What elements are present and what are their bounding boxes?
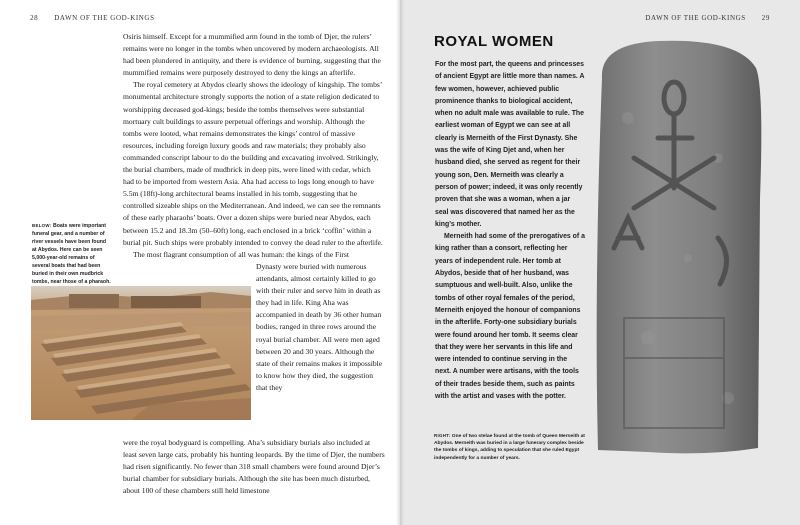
paragraph: Merneith had some of the prerogatives of a king rather than a consort, reflecting her years of independent rule. Her tomb at Abydos, beside that of her husband, was sumptuous and well-built. Also, unlike the tombs of other royal females of the period, Merneith enjoyed the honour of companions in the afterlife. Forty-one subsidiary burials were found around her tomb. It seems clear that they were her servants in this life and were intended to continue serving in the next. A number were artisans, with the tools of their trades beside them, such as paints with the artist and vases with the potter. (435, 233, 585, 401)
caption-tag-right: RIGHT: (434, 433, 451, 438)
paragraph: The royal cemetery at Abydos clearly shows the ideology of kingship. The tombs’ monumental architecture strongly supports the notion of a state religion dedicated to worshipping deceased god-kings; beside the tombs themselves were substantial mortuary cult buildings to assure perpetual offerings and worship. Although the tombs were looted, what remains demonstrates the kings’ control of massive resources, including foreign luxury goods and raw materials; they probably also commanded conscript labour to do the building and excavating involved. Strikingly, the burial chambers, made of mudbrick in deep pits, were lined with cedar, which had to be imported from western Asia. Aha had access to logs long enough to have 5.5m (18ft)-long architectural beams installed in his tomb, suggesting that he controlled sizeable ships on the Mediterranean. And indeed, we can see the remnants of these early pharaohs’ boats. Over a dozen ships were buried near Abydos, each between 15.2 and 18.3m (50–60ft) long, each enclosed in a brick ‘coffin’ within a burial pit. Such ships were probably intended to convey the dead ruler to the afterlife. (123, 80, 383, 247)
desert-excavation-image (31, 286, 251, 420)
running-head-right (645, 14, 770, 22)
caption-tag-left: BELOW: (32, 223, 52, 228)
running-head-title-left: DAWN OF THE GOD-KINGS (54, 14, 155, 22)
stele-illustration (588, 38, 770, 458)
body-text-wrap (256, 261, 384, 394)
caption-text-left: Boats were important funeral gear, and a number of river vessels have been found at Abydos. Here can be seen 5,000-year-old remains of several boats that had been buried in their own mudbrick tombs, near those of a pharaoh. (32, 223, 111, 285)
photo-caption-left (32, 222, 112, 286)
body-text-top (123, 31, 383, 261)
paragraph: The most flagrant consumption of all was human: the kings of the First (133, 249, 349, 259)
paragraph: Dynasty were buried with numerous attendants, almost certainly killed to go with their ruler and serve him in death as they had in life. King Aha was accompanied in death by 36 other human bodies, ranged in three rows around the royal burial chamber. All were men aged between 20 and 30 years. Although the state of their remains makes it impossible to know how they died, the suggestion that they (256, 262, 383, 392)
sidebar-text (435, 59, 585, 403)
page-number-right: 29 (761, 14, 770, 22)
paragraph: Osiris himself. Except for a mummified arm found in the tomb of Djer, the rulers’ remains were no longer in the tombs when uncovered by modern archaeologists. All had been plundered in antiquity, and there is evidence of burning, suggesting that the mummified remains were purposely destroyed to deny the kings an afterlife. (123, 32, 381, 78)
page-number-left: 28 (30, 14, 39, 22)
running-head-left (30, 14, 155, 22)
caption-text-right: One of two stelae found at the tomb of Queen Merneith at Abydos. Merneith was buried in a large funerary complex beside the tombs of kings, adding to speculation that she ruled Egypt independently for a number of years. (434, 434, 585, 461)
book-gutter (396, 0, 404, 525)
photo-caption-right (434, 432, 592, 462)
merneith-stele-image (588, 38, 770, 458)
paragraph: were the royal bodyguard is compelling. Aha’s subsidiary burials also included at least seven large cats, probably his hunting leopards. By the time of Djer, the numbers had risen significantly. No fewer than 318 small chambers were found around Djer’s burial chamber for subsidiary burials. Although the site has been much disturbed, about 100 of these chambers still held limestone (123, 438, 385, 496)
body-text-bottom (123, 437, 385, 497)
sidebar-heading: ROYAL WOMEN (434, 33, 554, 50)
running-head-title-right: DAWN OF THE GOD-KINGS (645, 14, 746, 22)
abydos-boat-pits-photo (31, 286, 251, 420)
paragraph: For the most part, the queens and princesses of ancient Egypt are little more than names. A few women, however, achieved public prominence thanks to biological accident, when no adult male was available to rule. The earliest woman of Egypt we can see at all clearly is Merneith of the First Dynasty. She was the wife of King Djet and, when her husband died, she served as regent for their young son, Den. Merneith was clearly a person of power; indeed, it was only recently proven that she was a woman, when a jar seal was discovered that named her as the king’s mother. (435, 61, 585, 228)
